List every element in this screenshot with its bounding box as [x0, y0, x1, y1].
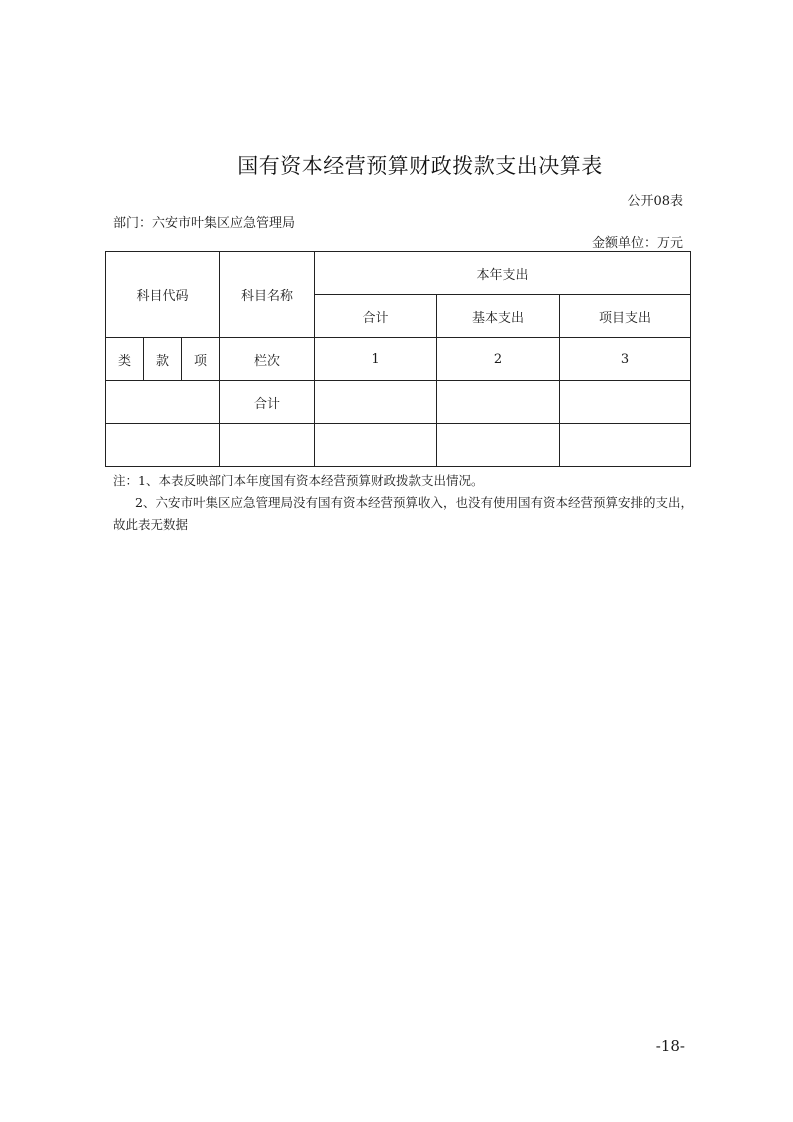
table-total-row [106, 381, 691, 424]
total-basic-cell [437, 381, 560, 424]
col-number-3: 3 [560, 338, 691, 381]
note-2: 2、六安市叶集区应急管理局没有国有资本经营预算收入，也没有使用国有资本经营预算安排的支出，故此表无数据 [113, 495, 693, 532]
col-lanci: 栏次 [220, 338, 315, 381]
empty-basic-cell [437, 424, 560, 467]
col-number-1: 1 [315, 338, 437, 381]
table-header-row [106, 252, 691, 295]
header-current-year-expenditure: 本年支出 [315, 252, 691, 295]
empty-name-cell [220, 424, 315, 467]
table-row [106, 424, 691, 467]
total-project-cell [560, 381, 691, 424]
amount-unit-label: 金额单位：万元 [591, 236, 683, 251]
empty-total-cell [315, 424, 437, 467]
col-kuan: 款 [144, 338, 182, 381]
page-number: -18- [655, 1037, 685, 1055]
expenditure-table [105, 251, 691, 467]
total-sum-cell [315, 381, 437, 424]
table-column-number-row [106, 338, 691, 381]
department-label: 部门：六安市叶集区应急管理局 [113, 216, 296, 231]
form-code: 公开08表 [627, 194, 683, 209]
header-subject-name: 科目名称 [220, 252, 315, 338]
col-xiang: 项 [182, 338, 220, 381]
total-code-cell [106, 381, 220, 424]
col-number-2: 2 [437, 338, 560, 381]
note-1: 注：1、本表反映部门本年度国有资本经营预算财政拨款支出情况。 [113, 473, 484, 488]
header-basic-expenditure: 基本支出 [437, 295, 560, 338]
col-lei: 类 [106, 338, 144, 381]
header-total: 合计 [315, 295, 437, 338]
header-project-expenditure: 项目支出 [560, 295, 691, 338]
table-notes [113, 470, 693, 536]
total-label: 合计 [220, 381, 315, 424]
empty-code-cell [106, 424, 220, 467]
header-subject-code: 科目代码 [106, 252, 220, 338]
empty-project-cell [560, 424, 691, 467]
page-title: 国有资本经营预算财政拨款支出决算表 [237, 154, 603, 178]
